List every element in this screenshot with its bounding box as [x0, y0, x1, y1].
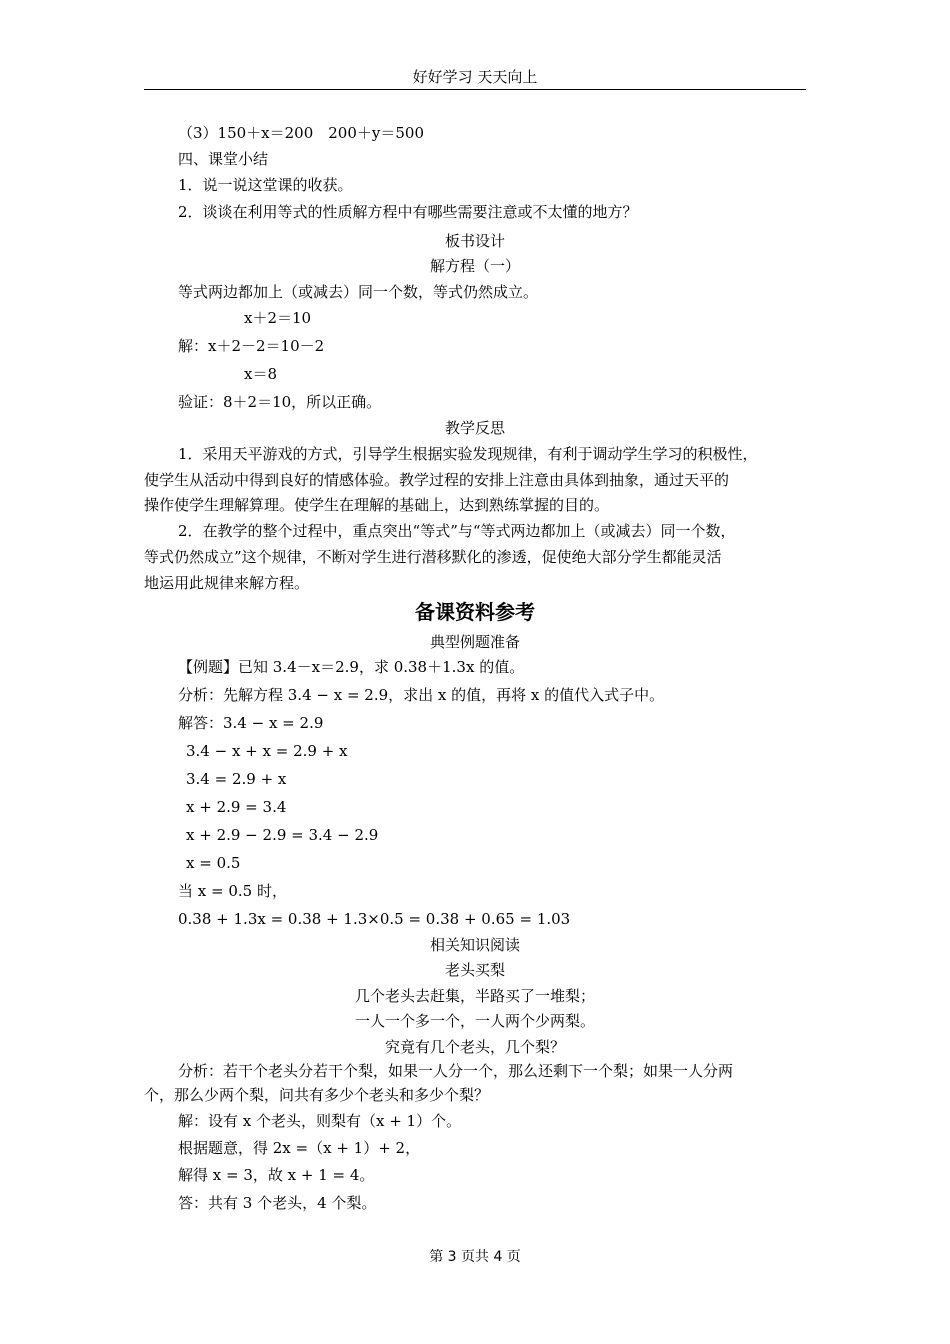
board-design-title: 解方程（一） [429, 257, 520, 275]
exercise-3: （3）150＋x＝200 200＋y＝500 [178, 124, 424, 142]
board-solution-result: x＝8 [244, 365, 278, 383]
poem-line-3: 究竟有几个老头，几个梨？ [384, 1038, 565, 1056]
story-answer: 答：共有 3 个老头，4 个梨。 [178, 1194, 377, 1212]
page-header: 好好学习 天天向上 [412, 68, 538, 86]
example-step-3: x + 2.9 = 3.4 [186, 798, 287, 816]
story-result: 解得 x = 3，故 x + 1 = 4。 [178, 1166, 375, 1184]
example-answer-start: 解答：3.4 − x = 2.9 [178, 714, 324, 732]
example-analysis: 分析：先解方程 3.4 − x = 2.9，求出 x 的值，再将 x 的值代入式子中。 [178, 686, 665, 704]
page-footer: 第 3 页共 4 页 [429, 1249, 521, 1265]
example-step-4: x + 2.9 − 2.9 = 3.4 − 2.9 [186, 826, 379, 844]
example-final-calculation: 0.38 + 1.3x = 0.38 + 1.3×0.5 = 0.38 + 0.65 = 1.03 [178, 910, 571, 928]
typical-examples-heading: 典型例题准备 [429, 633, 520, 651]
board-rule: 等式两边都加上（或减去）同一个数，等式仍然成立。 [178, 283, 539, 301]
example-substitution: 当 x = 0.5 时， [178, 882, 287, 900]
poem-line-1: 几个老头去赶集，半路买了一堆梨； [354, 987, 595, 1005]
story-analysis-line-2: 个，那么少两个梨，问共有多少个老头和多少个梨？ [144, 1086, 490, 1104]
example-step-2: 3.4 = 2.9 + x [186, 770, 287, 788]
story-title: 老头买梨 [444, 961, 505, 979]
board-solution-step: 解：x＋2－2＝10－2 [178, 337, 325, 355]
reflection-paragraph-2-line-1: 2．在教学的整个过程中，重点突出“等式”与“等式两边都加上（或减去）同一个数， [178, 522, 736, 540]
section-summary-heading: 四、课堂小结 [178, 150, 269, 168]
reference-materials-title: 备课资料参考 [415, 600, 535, 624]
reflection-paragraph-1-line-3: 操作使学生理解算理。使学生在理解的基础上，达到熟练掌握的目的。 [144, 496, 610, 514]
story-equation: 根据题意，得 2x =（x + 1）+ 2， [178, 1139, 421, 1157]
poem-line-2: 一人一个多一个，一人两个少两梨。 [354, 1012, 595, 1030]
board-design-heading: 板书设计 [444, 232, 505, 250]
header-rule [144, 89, 806, 90]
reflection-paragraph-2-line-2: 等式仍然成立”这个规律，不断对学生进行潜移默化的渗透，促使绝大部分学生都能灵活 [144, 548, 722, 566]
example-step-1: 3.4 − x + x = 2.9 + x [186, 742, 348, 760]
summary-item-1: 1．说一说这堂课的收获。 [178, 176, 353, 194]
story-solution-setup: 解：设有 x 个老头，则梨有（x + 1）个。 [178, 1112, 462, 1130]
reflection-paragraph-1-line-1: 1．采用天平游戏的方式，引导学生根据实验发现规律，有利于调动学生学习的积极性， [178, 445, 758, 463]
board-verification: 验证：8＋2＝10，所以正确。 [178, 393, 382, 411]
reflection-heading: 教学反思 [444, 419, 505, 437]
summary-item-2: 2．谈谈在利用等式的性质解方程中有哪些需要注意或不太懂的地方？ [178, 203, 638, 221]
reflection-paragraph-2-line-3: 地运用此规律来解方程。 [144, 574, 310, 592]
related-reading-heading: 相关知识阅读 [429, 936, 520, 954]
story-analysis-line-1: 分析：若干个老头分若干个梨，如果一人分一个，那么还剩下一个梨；如果一人分两 [178, 1062, 734, 1080]
board-equation: x＋2＝10 [244, 309, 312, 327]
example-problem: 【例题】已知 3.4－x＝2.9，求 0.38＋1.3x 的值。 [178, 658, 525, 676]
reflection-paragraph-1-line-2: 使学生从活动中得到良好的情感体验。教学过程的安排上注意由具体到抽象，通过天平的 [144, 471, 730, 489]
example-step-5: x = 0.5 [186, 854, 241, 872]
